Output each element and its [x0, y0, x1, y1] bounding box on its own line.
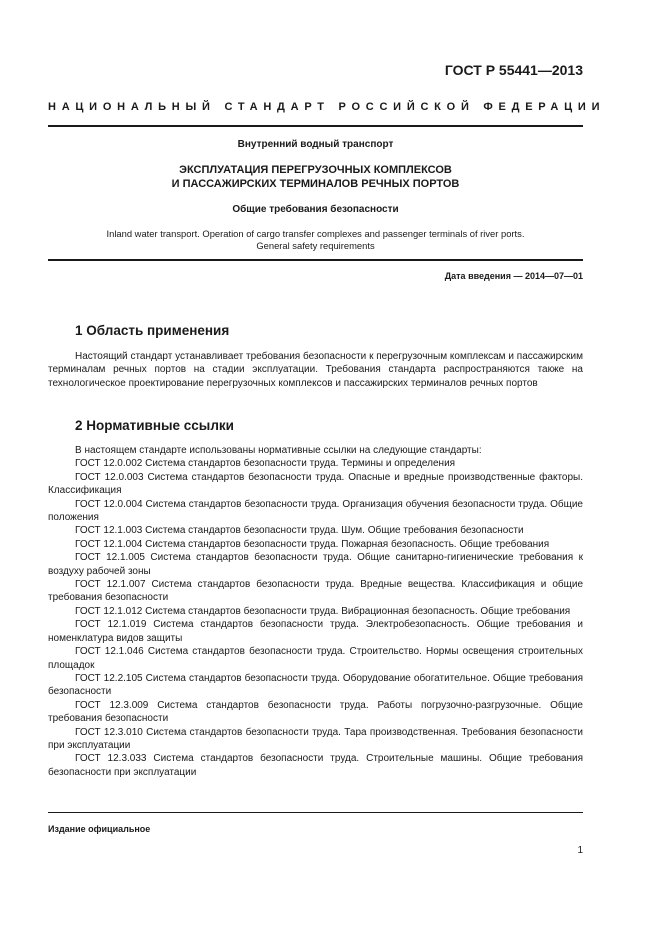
reference-paragraph: ГОСТ 12.0.003 Система стандартов безопасности труда. Опасные и вредные производственные факторы. Классификация — [48, 471, 583, 497]
reference-paragraph: ГОСТ 12.1.004 Система стандартов безопасности труда. Пожарная безопасность. Общие требования — [75, 538, 550, 550]
section-2-body — [48, 444, 583, 779]
reference-paragraph: ГОСТ 12.0.004 Система стандартов безопасности труда. Организация обучения безопасности труда. Общие положения — [48, 498, 583, 524]
main-title-line-2: И ПАССАЖИРСКИХ ТЕРМИНАЛОВ РЕЧНЫХ ПОРТОВ — [171, 178, 460, 190]
main-title-line-1: ЭКСПЛУАТАЦИЯ ПЕРЕГРУЗОЧНЫХ КОМПЛЕКСОВ — [179, 164, 452, 176]
safety-title: Общие требования безопасности — [232, 204, 399, 215]
official-edition-label: Издание официальное — [48, 824, 151, 834]
reference-paragraph: ГОСТ 12.1.005 Система стандартов безопасности труда. Общие санитарно-гигиенические требования к воздуху рабочей зоны — [48, 552, 583, 577]
title-bottom-divider — [48, 259, 583, 261]
english-title-line-2: General safety requirements — [256, 240, 375, 251]
section-1-paragraph: Настоящий стандарт устанавливает требования безопасности к перегрузочным комплексам и пассажирским терминалам речных портов на стадии эксплуатации. Требования стандарта распространяются также на технологическое проектирование перегрузочных комплексов и пассажирских терминалов речных портов — [48, 351, 583, 389]
english-title-line-1: Inland water transport. Operation of cargo transfer complexes and passenger terminals of river ports. — [106, 228, 525, 239]
section-2-heading: 2 Нормативные ссылки — [75, 418, 234, 433]
reference-paragraph: ГОСТ 12.1.046 Система стандартов безопасности труда. Строительство. Нормы освещения строительных площадок — [48, 646, 583, 671]
reference-paragraph: ГОСТ 12.1.019 Система стандартов безопасности труда. Электробезопасность. Общие требования и номенклатура видов защиты — [48, 619, 583, 644]
reference-paragraph: ГОСТ 12.1.007 Система стандартов безопасности труда. Вредные вещества. Классификация и общие требования безопасности — [48, 579, 583, 604]
gost-number: ГОСТ Р 55441—2013 — [444, 62, 583, 78]
reference-paragraph: ГОСТ 12.0.002 Система стандартов безопасности труда. Термины и определения — [75, 458, 456, 470]
reference-paragraph: ГОСТ 12.3.010 Система стандартов безопасности труда. Тара производственная. Требования безопасности при эксплуатации — [48, 726, 583, 751]
page-number: 1 — [577, 845, 583, 856]
english-title — [48, 228, 583, 252]
reference-paragraph: ГОСТ 12.1.012 Система стандартов безопасности труда. Вибрационная безопасность. Общие требования — [75, 605, 571, 617]
reference-paragraph: ГОСТ 12.3.033 Система стандартов безопасности труда. Строительные машины. Общие требования безопасности при эксплуатации — [48, 753, 583, 778]
national-standard-title: НАЦИОНАЛЬНЫЙ СТАНДАРТ РОССИЙСКОЙ ФЕДЕРАЦИИ — [48, 101, 606, 113]
effective-date: Дата введения — 2014—07—01 — [444, 271, 583, 281]
section-1-body — [48, 350, 583, 390]
footer-divider — [48, 812, 583, 813]
section-1-heading: 1 Область применения — [75, 323, 230, 338]
document-main-title — [48, 163, 583, 191]
reference-paragraph: В настоящем стандарте использованы нормативные ссылки на следующие стандарты: — [75, 445, 482, 456]
reference-paragraph: ГОСТ 12.2.105 Система стандартов безопасности труда. Оборудование обогатительное. Общие требования безопасности — [48, 672, 583, 698]
top-divider — [48, 125, 583, 127]
reference-paragraph: ГОСТ 12.1.003 Система стандартов безопасности труда. Шум. Общие требования безопасности — [75, 525, 524, 537]
document-subtitle: Внутренний водный транспорт — [237, 139, 394, 150]
reference-paragraph: ГОСТ 12.3.009 Система стандартов безопасности труда. Работы погрузочно-разгрузочные. Общие требования безопасности — [48, 699, 583, 725]
